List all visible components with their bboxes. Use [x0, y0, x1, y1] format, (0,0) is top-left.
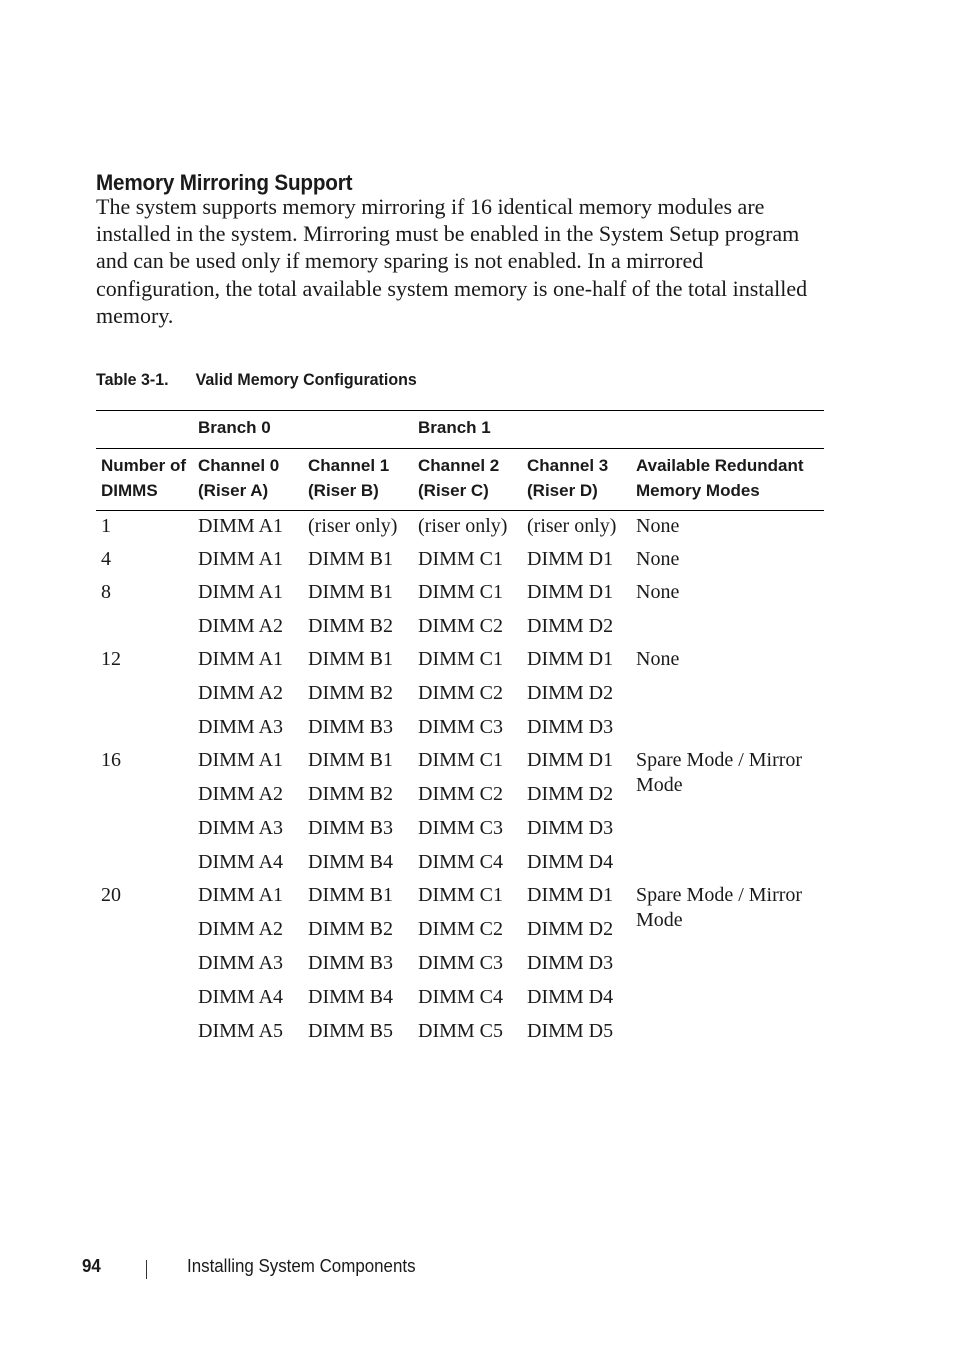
col-header-line: Channel 0: [198, 456, 280, 475]
col-header-line: Number of: [101, 456, 186, 475]
dimm-count-cell: 1: [101, 515, 111, 537]
table-caption: [96, 370, 417, 390]
channel-0-cell: DIMM A4: [198, 986, 284, 1008]
footer-separator: [146, 1260, 147, 1279]
channel-3-cell: DIMM D5: [527, 1020, 614, 1042]
col-header-dimm-count: [96, 449, 193, 511]
channel-3-cell: (riser only): [527, 515, 617, 537]
branch-0-header: Branch 0: [193, 411, 303, 449]
channel-2-cell: (riser only): [418, 515, 508, 537]
body-paragraph: The system supports memory mirroring if 16 identical memory modules are installed in the system. Mirroring must be enabled in the System Setup program and can be used only if memory sparing is not enabled. In a mirrored configuration, the total available system memory is one-half of the total installed memory.: [96, 194, 808, 328]
footer-chapter-title: Installing System Components: [187, 1256, 416, 1276]
col-header-line: (Riser C): [418, 481, 489, 500]
channel-1-cell: DIMM B2: [308, 918, 394, 940]
channel-0-cell: DIMM A3: [198, 716, 284, 738]
col-header-channel-3: [522, 449, 631, 511]
channel-2-cell: DIMM C1: [418, 884, 504, 906]
channel-1-cell: DIMM B1: [308, 884, 394, 906]
channel-1-cell: DIMM B1: [308, 749, 394, 771]
branch-header-cell: [303, 411, 413, 449]
channel-2-cell: DIMM C2: [418, 783, 504, 805]
col-header-line: Memory Modes: [636, 481, 760, 500]
channel-0-cell: DIMM A2: [198, 918, 284, 940]
channel-1-cell: DIMM B2: [308, 615, 394, 637]
channel-3-cell: DIMM D1: [527, 548, 614, 570]
channel-3-cell: DIMM D2: [527, 682, 614, 704]
channel-3-cell: DIMM D2: [527, 918, 614, 940]
dimm-count-cell: 4: [101, 548, 111, 570]
channel-3-cell: DIMM D1: [527, 581, 614, 603]
channel-2-cell: DIMM C1: [418, 581, 504, 603]
channel-1-cell: DIMM B3: [308, 716, 394, 738]
redundant-modes-cell: None: [636, 515, 680, 537]
col-header-channel-2: [413, 449, 522, 511]
col-header-line: Available Redundant: [636, 456, 804, 475]
channel-2-cell: DIMM C1: [418, 749, 504, 771]
col-header-channel-0: [193, 449, 303, 511]
channel-0-cell: DIMM A3: [198, 952, 284, 974]
branch-header-cell: [96, 411, 193, 449]
channel-1-cell: DIMM B1: [308, 581, 394, 603]
section-title: Memory Mirroring Support: [96, 170, 353, 196]
channel-2-cell: DIMM C5: [418, 1020, 504, 1042]
channel-2-cell: DIMM C2: [418, 918, 504, 940]
col-header-line: DIMMS: [101, 481, 158, 500]
channel-3-cell: DIMM D1: [527, 648, 614, 670]
channel-1-cell: DIMM B2: [308, 783, 394, 805]
col-header-line: (Riser A): [198, 481, 269, 500]
redundant-modes-cell: Spare Mode / Mirror Mode: [636, 884, 803, 931]
channel-0-cell: DIMM A1: [198, 648, 284, 670]
channel-0-cell: DIMM A1: [198, 581, 284, 603]
redundant-modes-cell: Spare Mode / Mirror Mode: [636, 749, 803, 796]
table-row: [96, 875, 824, 908]
redundant-modes-cell: None: [636, 648, 680, 670]
channel-2-cell: DIMM C3: [418, 716, 504, 738]
col-header-line: Channel 2: [418, 456, 500, 475]
branch-header-cell: [522, 411, 631, 449]
channel-3-cell: DIMM D3: [527, 716, 614, 738]
channel-0-cell: DIMM A1: [198, 749, 284, 771]
channel-1-cell: DIMM B5: [308, 1020, 394, 1042]
col-header-line: (Riser D): [527, 481, 598, 500]
channel-3-cell: DIMM D3: [527, 817, 614, 839]
branch-header-cell: [631, 411, 824, 449]
channel-3-cell: DIMM D1: [527, 749, 614, 771]
channel-2-cell: DIMM C1: [418, 648, 504, 670]
channel-0-cell: DIMM A4: [198, 851, 284, 873]
dimm-count-cell: 20: [101, 884, 121, 906]
channel-0-cell: DIMM A1: [198, 884, 284, 906]
channel-2-cell: DIMM C2: [418, 615, 504, 637]
table-caption-title: Valid Memory Configurations: [195, 370, 417, 389]
col-header-line: Channel 1: [308, 456, 390, 475]
channel-3-cell: DIMM D4: [527, 986, 614, 1008]
channel-2-cell: DIMM C3: [418, 952, 504, 974]
channel-3-cell: DIMM D3: [527, 952, 614, 974]
table-caption-number: Table 3-1.: [96, 370, 169, 389]
channel-1-cell: (riser only): [308, 515, 398, 537]
table-row: [96, 511, 824, 540]
channel-1-cell: DIMM B1: [308, 648, 394, 670]
redundant-modes-cell: None: [636, 548, 680, 570]
channel-0-cell: DIMM A1: [198, 515, 284, 537]
channel-1-cell: DIMM B1: [308, 548, 394, 570]
channel-1-cell: DIMM B3: [308, 817, 394, 839]
page-number: 94: [82, 1256, 101, 1276]
channel-0-cell: DIMM A3: [198, 817, 284, 839]
branch-1-header: Branch 1: [413, 411, 522, 449]
channel-3-cell: DIMM D2: [527, 615, 614, 637]
channel-3-cell: DIMM D1: [527, 884, 614, 906]
dimm-count-cell: 12: [101, 648, 121, 670]
column-header-row: [96, 449, 824, 511]
table-row: [96, 740, 824, 773]
channel-0-cell: DIMM A5: [198, 1020, 284, 1042]
memory-config-table: [96, 410, 824, 1044]
channel-2-cell: DIMM C2: [418, 682, 504, 704]
col-header-channel-1: [303, 449, 413, 511]
channel-0-cell: DIMM A2: [198, 615, 284, 637]
channel-1-cell: DIMM B3: [308, 952, 394, 974]
channel-0-cell: DIMM A2: [198, 682, 284, 704]
table-row: [96, 539, 824, 572]
col-header-modes: [631, 449, 824, 511]
channel-2-cell: DIMM C4: [418, 851, 504, 873]
dimm-count-cell: 8: [101, 581, 111, 603]
col-header-line: (Riser B): [308, 481, 379, 500]
col-header-line: Channel 3: [527, 456, 609, 475]
table-row: [96, 639, 824, 672]
channel-0-cell: DIMM A1: [198, 548, 284, 570]
table-row: [96, 572, 824, 605]
channel-1-cell: DIMM B2: [308, 682, 394, 704]
redundant-modes-cell: None: [636, 581, 680, 603]
dimm-count-cell: 16: [101, 749, 121, 771]
branch-header-row: [96, 411, 824, 449]
channel-3-cell: DIMM D4: [527, 851, 614, 873]
channel-3-cell: DIMM D2: [527, 783, 614, 805]
channel-2-cell: DIMM C4: [418, 986, 504, 1008]
channel-2-cell: DIMM C3: [418, 817, 504, 839]
channel-2-cell: DIMM C1: [418, 548, 504, 570]
channel-1-cell: DIMM B4: [308, 851, 394, 873]
channel-1-cell: DIMM B4: [308, 986, 394, 1008]
channel-0-cell: DIMM A2: [198, 783, 284, 805]
table-body: [96, 511, 824, 1045]
